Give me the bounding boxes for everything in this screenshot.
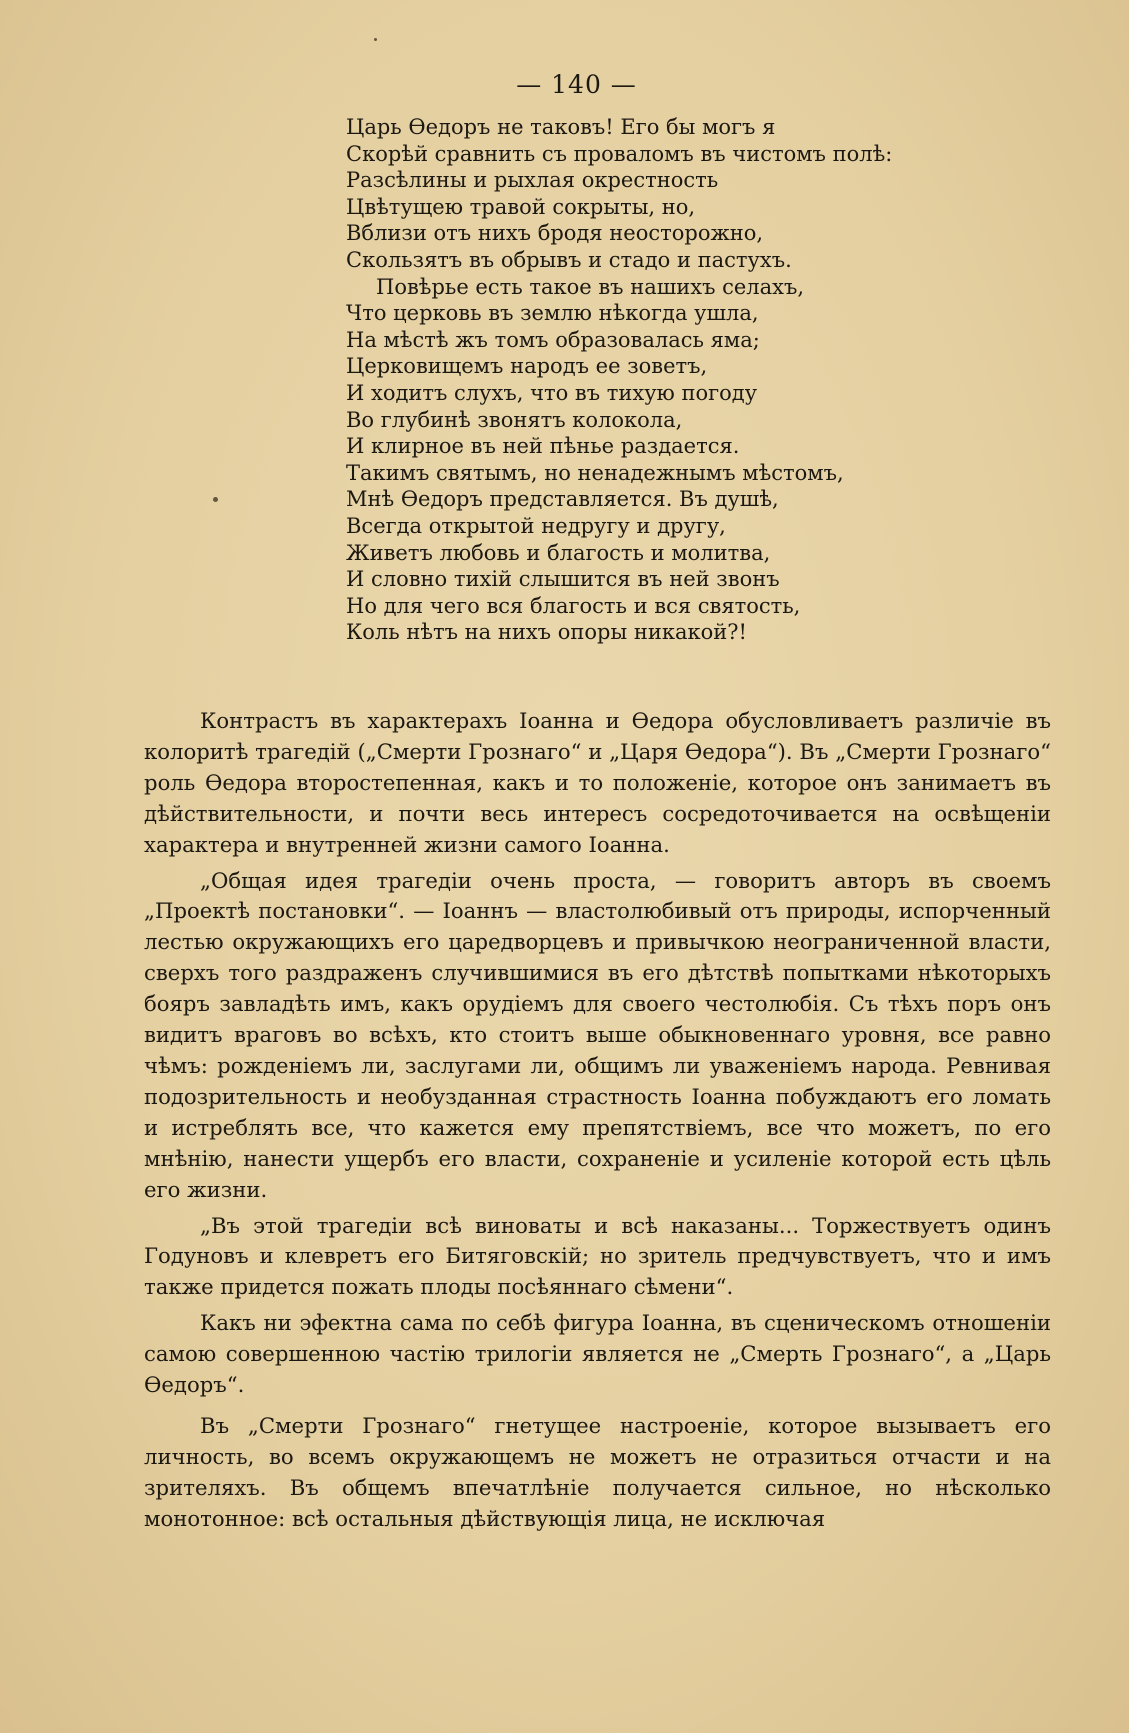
poem-line: Во глубинѣ звонятъ колокола, [346, 407, 683, 432]
poem-line: Мнѣ Ѳедоръ представляется. Въ душѣ, [346, 487, 779, 512]
poem-line: Разсѣлины и рыхлая окрестность [346, 168, 719, 193]
poem-line: Всегда открытой недругу и другу, [346, 513, 726, 538]
poem-line: Но для чего вся благость и вся святость, [346, 593, 801, 618]
poem-line: Что церковь въ землю нѣкогда ушла, [346, 301, 759, 326]
poem-line: И ходитъ слухъ, что въ тихую погоду [346, 380, 758, 405]
ink-speck [213, 497, 218, 502]
poem-line: На мѣстѣ жъ томъ образовалась яма; [346, 327, 760, 352]
poem-line: Цвѣтущею травой сокрыты, но, [346, 194, 696, 219]
ink-speck [374, 38, 377, 41]
poem-line: Церковищемъ народъ ее зоветъ, [346, 354, 708, 379]
poem-line: Живетъ любовь и благость и молитва, [346, 540, 771, 565]
prose-block [144, 706, 1051, 1540]
poem-line: И клирное въ ней пѣнье раздается. [346, 434, 740, 459]
poem-block [346, 114, 986, 646]
paragraph: Въ „Смерти Грознаго“ гнетущее настроеніе, которое вызываетъ его личность, во всемъ окружающемъ не можетъ не отразиться отчасти и на зрителяхъ. Въ общемъ впечатлѣніе получается сильное, но нѣсколько монотонное: всѣ остальныя дѣйствующія лица, не исключая [144, 1412, 1051, 1531]
poem-line: Такимъ святымъ, но ненадежнымъ мѣстомъ, [346, 460, 844, 485]
paragraph: Контрастъ въ характерахъ Іоанна и Ѳедора обусловливаетъ различіе въ колоритѣ трагедій („Смерти Грознаго“ и „Царя Ѳедора“). Въ „Смерти Грознаго“ роль Ѳедора второстепенная, какъ и то положеніе, которое онъ занимаетъ въ дѣйствительности, и почти весь интересъ сосредоточивается на освѣщеніи характера и внутренней жизни самого Іоанна. [144, 708, 1051, 857]
poem-line: Повѣрье есть такое въ нашихъ селахъ, [376, 274, 805, 299]
poem-line: Вблизи отъ нихъ бродя неосторожно, [346, 221, 764, 246]
poem-line: И словно тихій слышится въ ней звонъ [346, 567, 780, 592]
paragraph: „Общая идея трагедіи очень проста, — говоритъ авторъ въ своемъ „Проектѣ постановки“. — Іоаннъ — властолюбивый отъ природы, испорченный лестью окружающихъ его царедворцевъ и привычкою неограниченной власти, сверхъ того раздраженъ случившимися въ его дѣтствѣ попытками нѣкоторыхъ бояръ завладѣть имъ, какъ орудіемъ для своего честолюбія. Съ тѣхъ поръ онъ видитъ враговъ во всѣхъ, кто стоитъ выше обыкновеннаго уровня, все равно чѣмъ: рожденіемъ ли, заслугами ли, общимъ ли уваженіемъ народа. Ревнивая подозрительность и необузданная страстность Іоанна побуждаютъ его ломать и истреблять все, что кажется ему препятствіемъ, все что можетъ, по его мнѣнію, нанести ущербъ его власти, сохраненіе и усиленіе которой есть цѣль его жизни. [144, 867, 1051, 1202]
page-number: — 140 — [516, 70, 637, 99]
paragraph: Какъ ни эфектна сама по себѣ фигура Іоанна, въ сценическомъ отношеніи самою совершенною частію трилогіи является не „Смерть Грознаго“, а „Царь Ѳедоръ“. [144, 1310, 1051, 1398]
paragraph: „Въ этой трагедіи всѣ виноваты и всѣ наказаны... Торжествуетъ одинъ Годуновъ и клевретъ его Битяговскій; но зритель предчувствуетъ, что и имъ также придется пожать плоды посѣяннаго сѣмени“. [144, 1212, 1051, 1300]
poem-line: Скользятъ въ обрывъ и стадо и пастухъ. [346, 247, 792, 272]
poem-line: Царь Ѳедоръ не таковъ! Его бы могъ я [346, 115, 776, 139]
poem-line: Коль нѣтъ на нихъ опоры никакой?! [346, 620, 747, 645]
poem-line: Скорѣй сравнить съ проваломъ въ чистомъ полѣ: [346, 141, 893, 166]
